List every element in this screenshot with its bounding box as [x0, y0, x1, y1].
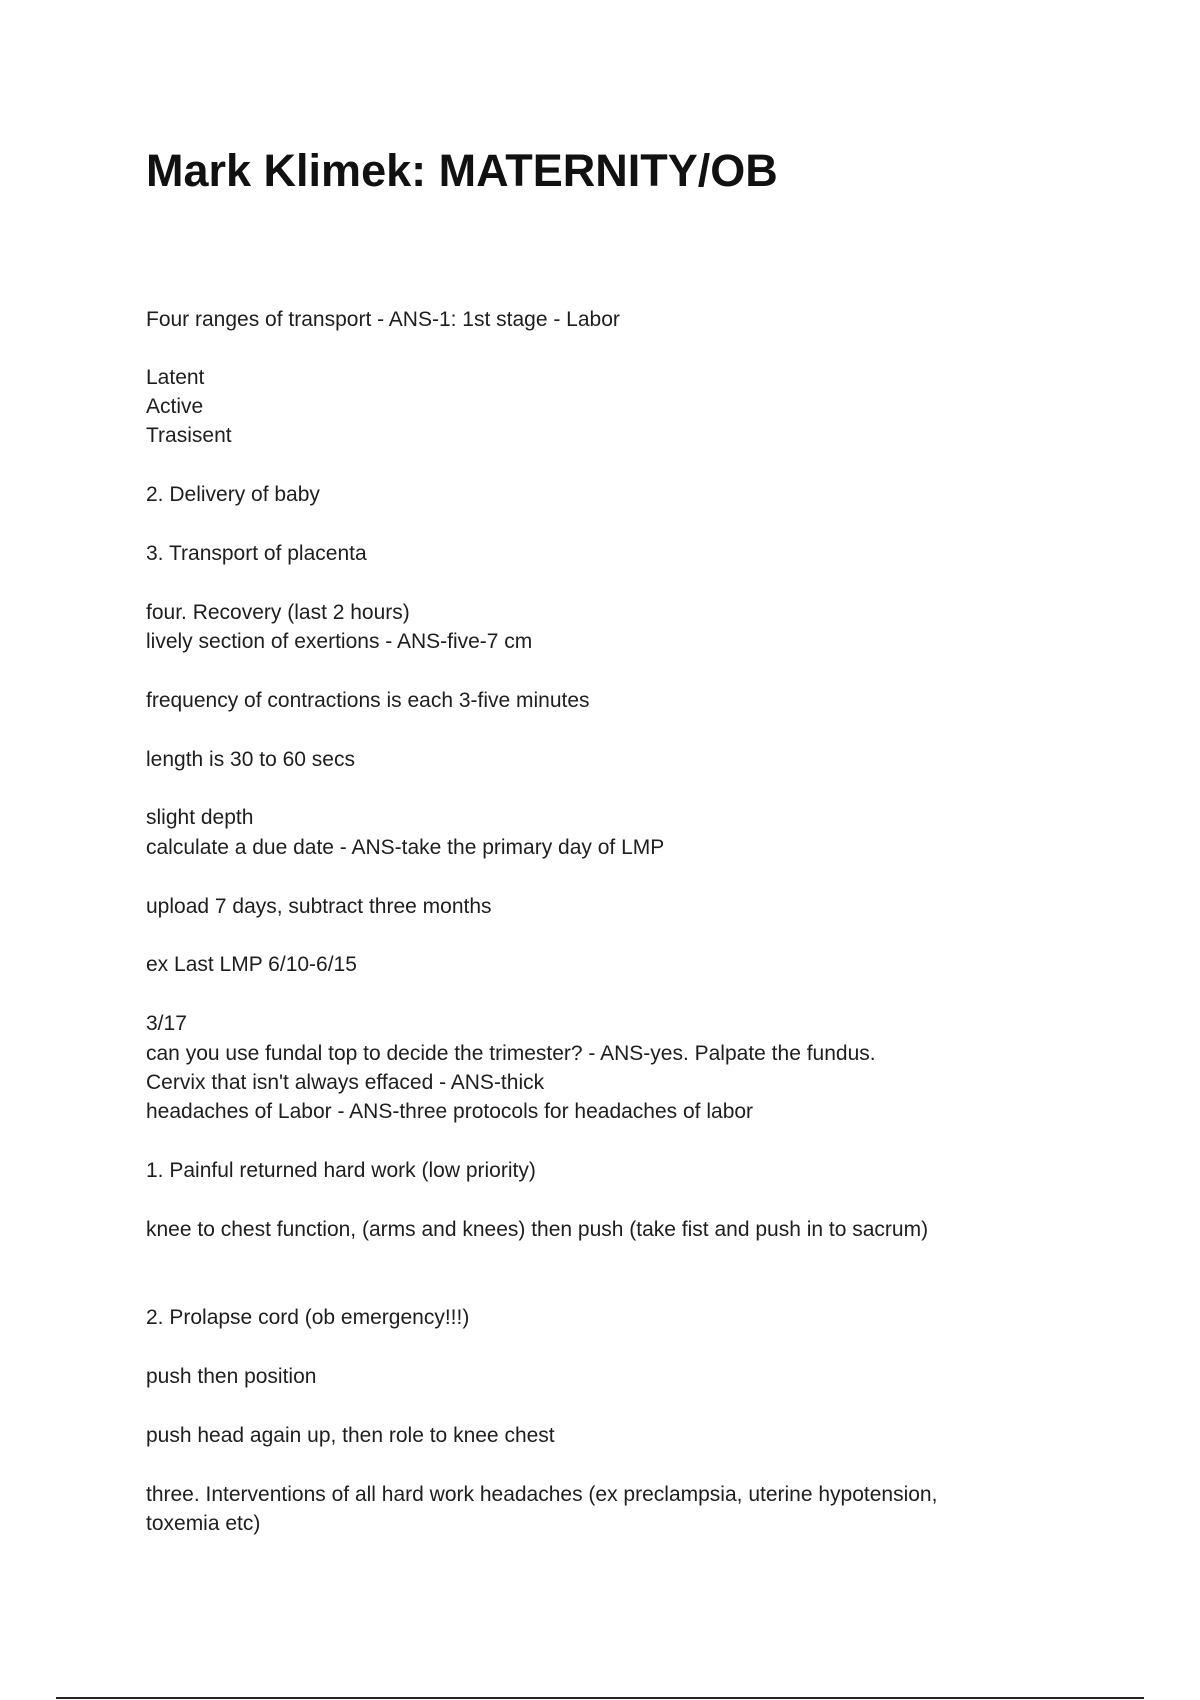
text-line: calculate a due date - ANS-take the primary day of LMP — [146, 836, 665, 859]
text-line: can you use fundal top to decide the trimester? - ANS-yes. Palpate the fundus. — [146, 1042, 876, 1065]
text-line: 1. Painful returned hard work (low priority) — [146, 1159, 536, 1182]
text-line: slight depth — [146, 806, 254, 829]
text-line: Trasisent — [146, 424, 232, 447]
text-line: ex Last LMP 6/10-6/15 — [146, 953, 357, 976]
text-line: frequency of contractions is each 3-five minutes — [146, 689, 590, 712]
text-line: 3. Transport of placenta — [146, 542, 367, 565]
text-line: 2. Delivery of baby — [146, 483, 320, 506]
text-line: four. Recovery (last 2 hours) — [146, 601, 410, 624]
text-line: headaches of Labor - ANS-three protocols for headaches of labor — [146, 1100, 754, 1123]
text-line: Four ranges of transport - ANS-1: 1st stage - Labor — [146, 308, 620, 331]
text-line: lively section of exertions - ANS-five-7 cm — [146, 630, 533, 653]
page-title: Mark Klimek: MATERNITY/OB — [146, 145, 778, 196]
text-line: 2. Prolapse cord (ob emergency!!!) — [146, 1306, 470, 1329]
text-line: Latent — [146, 366, 205, 389]
text-line: 3/17 — [146, 1012, 187, 1035]
text-line: length is 30 to 60 secs — [146, 748, 355, 771]
text-line: Cervix that isn't always effaced - ANS-thick — [146, 1071, 545, 1094]
text-line: Active — [146, 395, 204, 418]
page-bottom-rule — [56, 1697, 1144, 1699]
text-line: push then position — [146, 1365, 317, 1388]
text-line: knee to chest function, (arms and knees) then push (take fist and push in to sacrum) — [146, 1218, 929, 1241]
text-line: toxemia etc) — [146, 1512, 261, 1535]
text-line: upload 7 days, subtract three months — [146, 895, 492, 918]
text-line: push head again up, then role to knee chest — [146, 1424, 555, 1447]
text-line: three. Interventions of all hard work headaches (ex preclampsia, uterine hypotension, — [146, 1483, 938, 1506]
